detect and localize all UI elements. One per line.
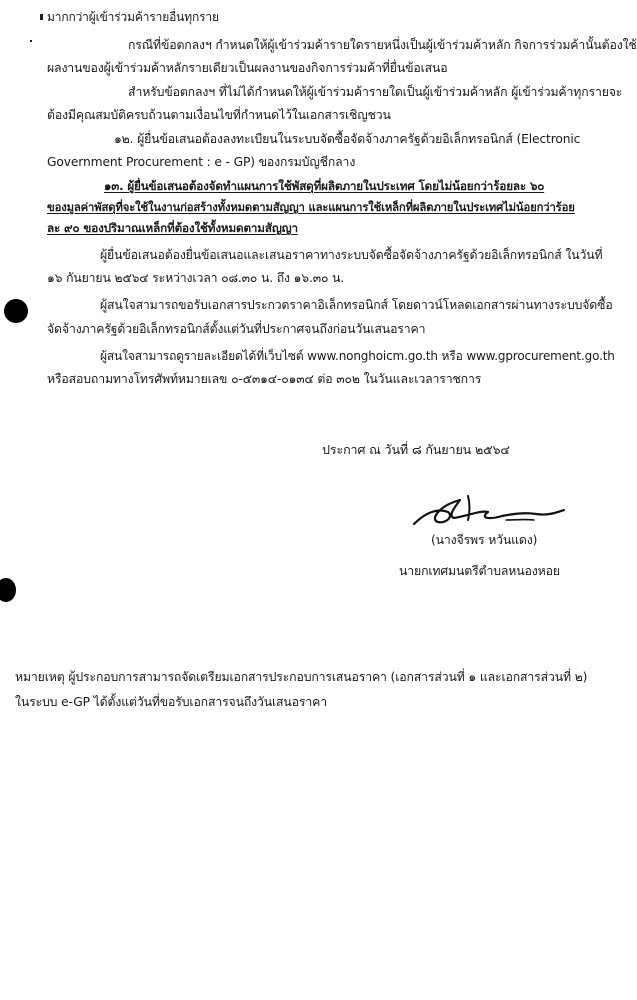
note-line-2: ในระบบ e-GP ได้ตั้งแต่วันที่ขอรับเอกสารจนถึงวันเสนอราคา: [15, 695, 327, 709]
submission-line-1: ผู้ยื่นข้อเสนอต้องยื่นข้อเสนอและเสนอราคาทางระบบจัดซื้อจัดจ้างภาครัฐด้วยอิเล็กทรอนิกส์ ในวันที่: [100, 248, 603, 262]
download-line-1: ผู้สนใจสามารถขอรับเอกสารประกวดราคาอิเล็กทรอนิกส์ โดยดาวน์โหลดเอกสารผ่านทางระบบจัดซื้อ: [100, 298, 613, 312]
contact-line-1: ผู้สนใจสามารถดูรายละเอียดได้ที่เว็บไซต์ www.nonghoicm.go.th หรือ www.gprocurement.go.th: [100, 349, 615, 363]
case-b-line-1: สำหรับข้อตกลงฯ ที่ไม่ได้กำหนดให้ผู้เข้าร่วมค้ารายใดเป็นผู้เข้าร่วมค้าหลัก ผู้เข้าร่วมค้าทุกรายจะ: [128, 85, 623, 99]
case-a-line-2: ผลงานของผู้เข้าร่วมค้าหลักรายเดียวเป็นผลงานของกิจการร่วมค้าที่ยื่นข้อเสนอ: [47, 61, 448, 75]
clause-12-line-2: Government Procurement : e - GP) ของกรมบัญชีกลาง: [47, 155, 356, 169]
case-a-line-1: กรณีที่ข้อตกลงฯ กำหนดให้ผู้เข้าร่วมค้ารายใดรายหนึ่งเป็นผู้เข้าร่วมค้าหลัก กิจการร่วมค้านั้นต้องใช้: [128, 38, 637, 52]
scan-mark-top-2: [30, 40, 32, 42]
clause-13-line-3: ละ ๙๐ ของปริมาณเหล็กที่ต้องใช้ทั้งหมดตามสัญญา: [47, 221, 298, 235]
contact-line-2: หรือสอบถามทางโทรศัพท์หมายเลข ๐-๕๓๑๔-๐๑๓๔ ต่อ ๓๐๒ ในวันและเวลาราชการ: [47, 372, 482, 386]
clause-13-line-1: ๑๓. ผู้ยื่นข้อเสนอต้องจัดทำแผนการใช้พัสดุที่ผลิตภายในประเทศ โดยไม่น้อยกว่าร้อยละ ๖๐: [104, 179, 545, 193]
clause-12-line-1: ๑๒. ผู้ยื่นข้อเสนอต้องลงทะเบียนในระบบจัดซื้อจัดจ้างภาครัฐด้วยอิเล็กทรอนิกส์ (Electronic: [114, 132, 581, 146]
announce-date: ประกาศ ณ วันที่ ๘ กันยายน ๒๕๖๔: [322, 442, 510, 457]
continuation-line: มากกว่าผู้เข้าร่วมค้ารายอื่นทุกราย: [47, 10, 219, 24]
punch-hole-upper: [4, 299, 28, 323]
signer-name: (นางจีรพร หวันแดง): [431, 533, 538, 547]
clause-13-line-2: ของมูลค่าพัสดุที่จะใช้ในงานก่อสร้างทั้งหมดตามสัญญา และแผนการใช้เหล็กที่ผลิตภายในประเทศไม่น้อยกว่าร้อย: [47, 201, 575, 214]
punch-hole-lower: [0, 578, 16, 602]
scan-mark-top: [40, 14, 43, 20]
case-b-line-2: ต้องมีคุณสมบัติครบถ้วนตามเงื่อนไขที่กำหนดไว้ในเอกสารเชิญชวน: [47, 108, 391, 122]
download-line-2: จัดจ้างภาครัฐด้วยอิเล็กทรอนิกส์ตั้งแต่วันที่ประกาศจนถึงก่อนวันเสนอราคา: [47, 322, 426, 336]
signer-position: นายกเทศมนตรีตำบลหนองหอย: [399, 564, 560, 578]
note-line-1: หมายเหตุ ผู้ประกอบการสามารถจัดเตรียมเอกสารประกอบการเสนอราคา (เอกสารส่วนที่ ๑ และเอกสารส่วนที่ ๒): [15, 670, 588, 684]
submission-line-2: ๑๖ กันยายน ๒๕๖๔ ระหว่างเวลา ๐๘.๓๐ น. ถึง ๑๖.๓๐ น.: [47, 271, 345, 285]
